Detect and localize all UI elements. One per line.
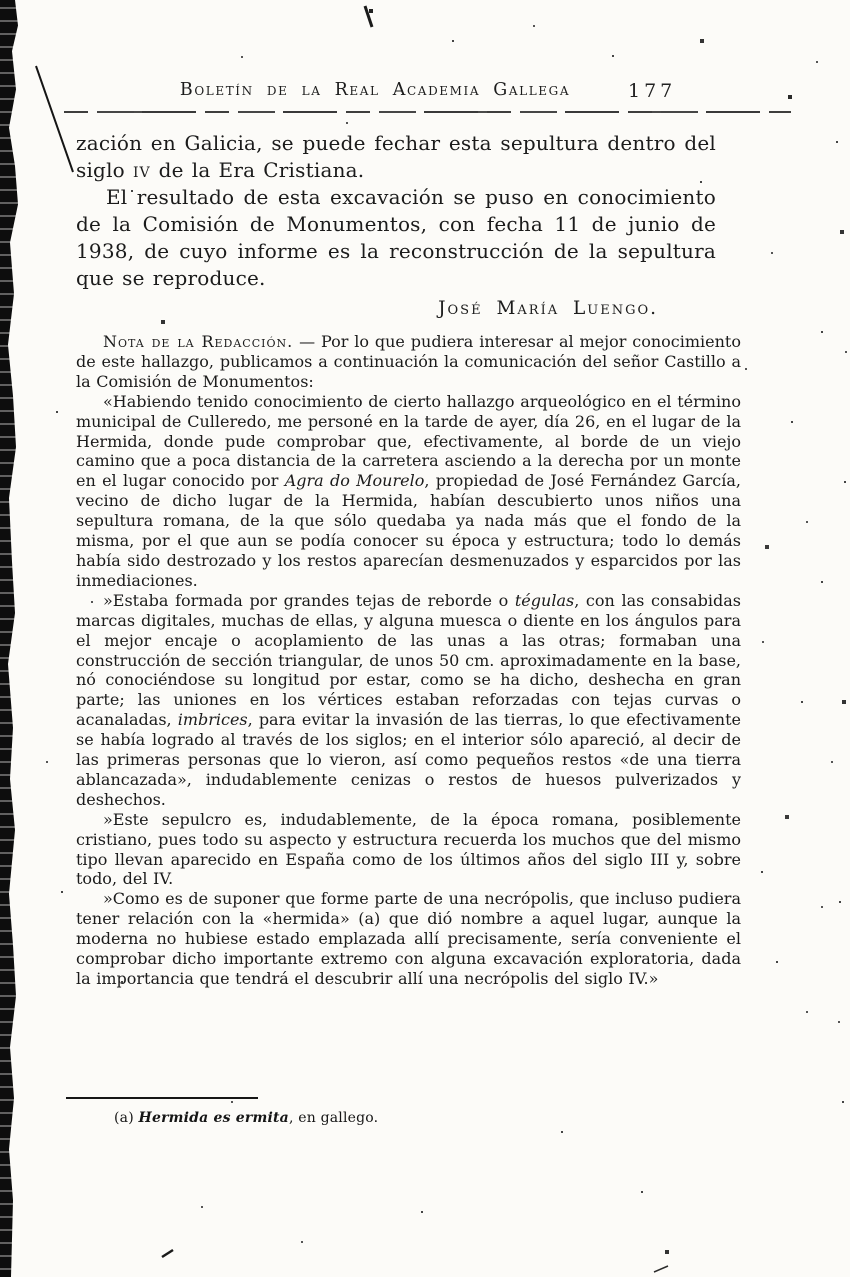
note-paragraph: »Como es de suponer que forme parte de una necrópolis, que incluso pudiera tener relación con la «hermida» (a) que dió nombre a aquel lugar, aunque la moderna no hubiese estado emplazada allí precisamente, sería conveniente el comprobar dicho importante extremo con alguna excavación exploratoria, dada la importancia que tendrá el descubrir allí una necrópolis del siglo IV.»: [76, 889, 741, 988]
note-paragraph: »Este sepulcro es, indudablemente, de la época romana, posiblemente cristiano, pues todo su aspecto y estructura recuerda los muchos que del mismo tipo llevan aparecido en España como de los últimos años del siglo III y, sobre todo, del IV.: [76, 809, 741, 889]
binding-edge-shadow: [0, 0, 20, 1277]
article-body: [76, 130, 716, 322]
article-paragraph: El resultado de esta excavación se puso en conocimiento de la Comisión de Monumentos, con fecha 11 de junio de 1938, de cuyo informe es la reconstrucción de la sepultura que se reproduce.: [76, 185, 716, 290]
note-paragraph: «Habiendo tenido conocimiento de cierto hallazgo arqueológico en el término municipal de Culleredo, me personé en la tarde de ayer, día 26, en el lugar de la Hermida, donde pude comprobar que, efectivamente, al borde de un viejo camino que a poca distancia de la carretera asciendo a la derecha por un monte en el lugar conocido por Agra do Mourelo, propiedad de José Fernández García, vecino de dicho lugar de la Hermida, habían descubierto unos niños una sepultura romana, de la que sólo quedaba ya nada más que el fondo de la misma, por el que aun se podía conocer su época y estructura; todo lo demás había sido destrozado y los restos aparecían desmenuzados y esparcidos por las inmediaciones.: [76, 391, 741, 590]
article-paragraph: zación en Galicia, se puede fechar esta sepultura dentro del siglo iv de la Era Cristiana.: [76, 131, 716, 182]
page-number: 177: [628, 80, 677, 102]
editorial-note: [76, 332, 741, 989]
note-paragraph: »Estaba formada por grandes tejas de reborde o tégulas, con las consabidas marcas digitales, muchas de ellas, y alguna muesca o diente en los ángulos para el mejor encaje o acoplamiento de las unas a las otras; formaban una construcción de sección triangular, de unos 50 cm. aproximadamente en la base, nó conociéndose su longitud por estar, como se ha dicho, deshecha en gran parte; las uniones en los vértices estaban reforzadas con tejas curvas o acanaladas, imbrices, para evitar la invasión de las tierras, lo que efectivamente se había logrado al través de los siglos; en el interior sólo apareció, al decir de las primeras personas que lo vieron, así como pequeños restos «de una tierra ablancazada», indudablemente cenizas o restos de huesos pulverizados y deshechos.: [76, 590, 742, 809]
scan-noise-specks: [0, 0, 2, 2]
footnote-rule: [66, 1097, 258, 1099]
footnote: (a) Hermida es ermita, en gallego.: [114, 1110, 379, 1126]
journal-header-title: Boletín de la Real Academia Gallega: [179, 80, 571, 100]
note-paragraph: Nota de la Redacción. — Por lo que pudiera interesar al mejor conocimiento de este hallazgo, publicamos a continuación la comunicación del señor Castillo a la Comisión de Monumentos:: [76, 332, 741, 391]
header-rule: [64, 111, 791, 113]
author-signature: José María Luengo.: [438, 298, 658, 319]
